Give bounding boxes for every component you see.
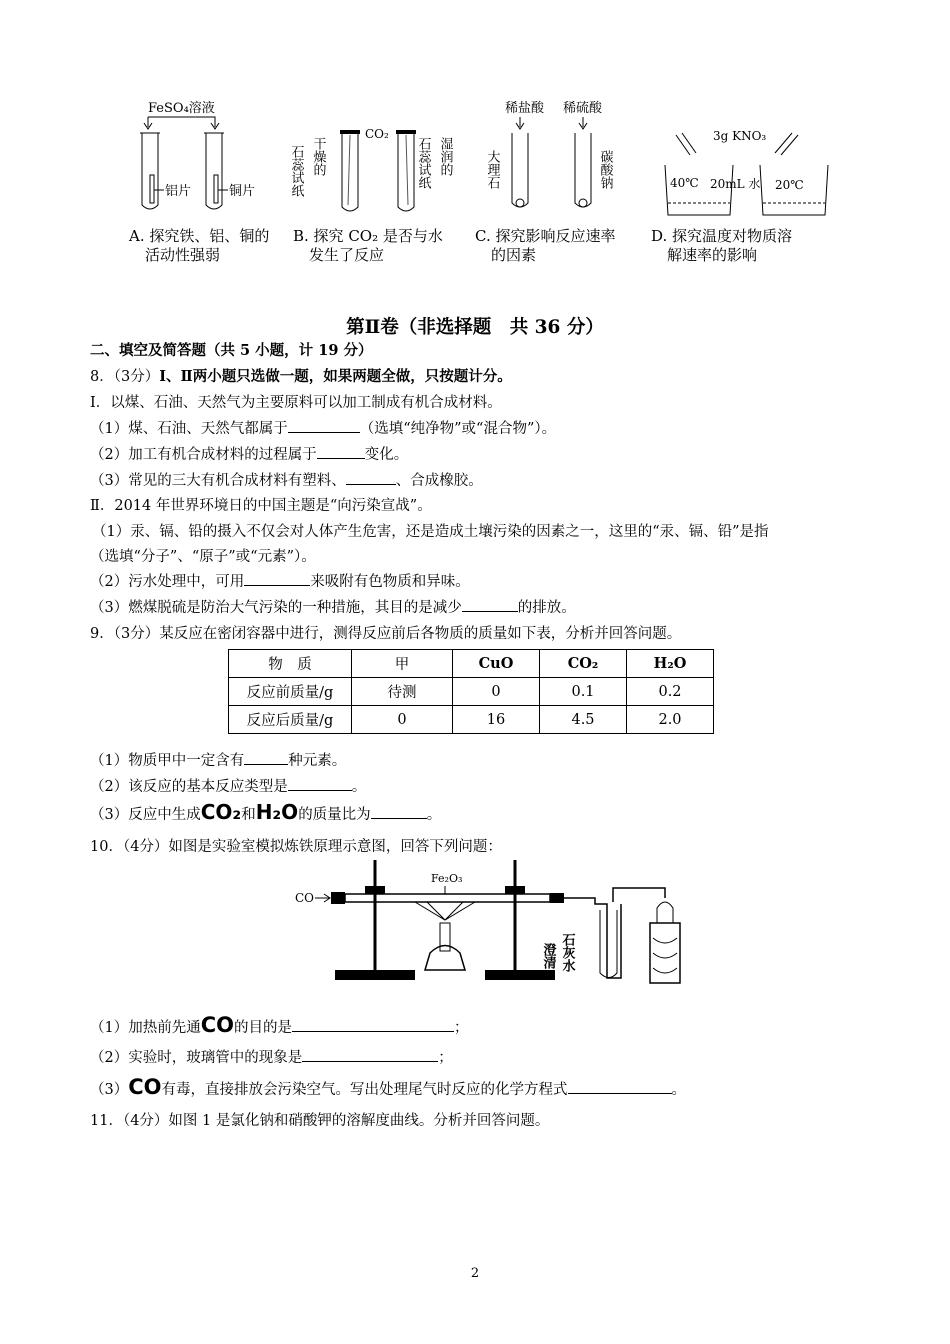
q8-I-3: （3）常见的三大有机合成材料有塑料、 、合成橡胶。 <box>90 469 483 490</box>
apparatus-fe2o3-label: Fe₂O₃ <box>431 872 463 885</box>
answer-blank[interactable] <box>317 444 365 459</box>
apparatus-label-1: 澄清 <box>540 943 556 969</box>
figure-a-caption-2: 活动性强弱 <box>145 246 221 264</box>
q10-s2: （2）实验时，玻璃管中的现象是 ； <box>90 1046 453 1067</box>
table-header-row <box>229 650 714 678</box>
answer-blank[interactable] <box>568 1079 672 1094</box>
figure-b-left2: 干燥的 <box>310 137 326 176</box>
table-header: H₂O <box>627 650 714 678</box>
q10-s1: （1）加热前先通CO的目的是 ； <box>90 1013 469 1037</box>
figure-b <box>289 127 454 211</box>
figure-b-left: 石蕊试纸 <box>288 145 304 197</box>
q10-s3: （3）CO有毒，直接排放会污染空气。写出处理尾气时反应的化学方程式 。 <box>90 1075 686 1099</box>
figure-d-solute: 3g KNO₃ <box>713 129 767 143</box>
figure-a-caption-1: A. 探究铁、铝、铜的 <box>129 227 270 245</box>
figure-c-acid2: 稀硫酸 <box>563 101 603 116</box>
table-row <box>229 706 714 734</box>
answer-blank[interactable] <box>462 597 518 612</box>
section-title: 第Ⅱ卷（非选择题 共 36 分） <box>346 317 604 338</box>
answer-blank[interactable] <box>288 776 352 791</box>
answer-blank[interactable] <box>302 1047 438 1062</box>
table-cell: 反应后质量/g <box>229 706 352 734</box>
table-cell: 待测 <box>352 678 453 706</box>
q9-s2: （2）该反应的基本反应类型是 。 <box>90 775 366 796</box>
mass-table <box>228 649 714 734</box>
answer-blank[interactable] <box>292 1017 454 1032</box>
figure-d-t1: 40℃ <box>670 176 699 190</box>
experiment-figures-top <box>120 95 840 225</box>
q8-I-intro: I．以煤、石油、天然气为主要原料可以加工制成有机合成材料。 <box>90 395 502 411</box>
q9-intro: 9．（3分）某反应在密闭容器中进行，测得反应前后各物质的质量如下表，分析并回答问题。 <box>90 626 682 642</box>
q8-II-intro: Ⅱ．2014 年世界环境日的中国主题是“向污染宣战”。 <box>90 498 432 514</box>
table-cell: 0.1 <box>540 678 627 706</box>
figure-c <box>485 100 614 207</box>
q11-intro: 11．（4分）如图 1 是氯化钠和硝酸钾的溶解度曲线。分析并回答问题。 <box>90 1113 550 1129</box>
figure-c-caption-2: 的因素 <box>491 246 537 264</box>
answer-blank[interactable] <box>288 418 360 433</box>
figure-a-right: 铜片 <box>229 184 256 199</box>
figure-c-left: 大理石 <box>484 150 500 189</box>
q8-II-1b: （选填“分子”、“原子”或“元素”）。 <box>90 549 316 565</box>
figure-b-right: 石蕊试纸 <box>415 137 431 189</box>
q8-intro: 8．（3分）Ⅰ、Ⅱ两小题只选做一题，如果两题全做，只按题计分。 <box>90 368 512 385</box>
section2-heading: 二、填空及简答题（共 5 小题，计 19 分） <box>90 342 373 359</box>
iron-smelting-apparatus <box>295 858 690 986</box>
table-cell: 16 <box>453 706 540 734</box>
figure-d-t2: 20℃ <box>775 178 804 192</box>
table-cell: 0 <box>453 678 540 706</box>
q9-s1: （1）物质甲中一定含有 种元素。 <box>90 749 346 770</box>
figure-d <box>665 129 828 215</box>
apparatus-co-label: CO <box>295 891 315 905</box>
answer-blank[interactable] <box>244 571 310 586</box>
figure-c-caption-1: C. 探究影响反应速率 <box>475 227 616 245</box>
figure-b-caption-2: 发生了反应 <box>309 246 385 264</box>
answer-blank[interactable] <box>371 804 427 819</box>
figure-a-left: 铝片 <box>165 184 192 199</box>
q8-II-2: （2）污水处理中，可用 来吸附有色物质和异味。 <box>90 570 470 591</box>
figure-c-right: 碳酸钠 <box>597 150 613 189</box>
table-row <box>229 678 714 706</box>
table-cell: 0.2 <box>627 678 714 706</box>
figure-d-caption-2: 解速率的影响 <box>667 246 758 264</box>
q8-I-2: （2）加工有机合成材料的过程属于 变化。 <box>90 443 408 464</box>
table-header: 物 质 <box>229 650 352 678</box>
page-number: 2 <box>470 1266 480 1281</box>
apparatus-label-2: 石灰水 <box>559 933 575 972</box>
q8-I-1: （1）煤、石油、天然气都属于 （选填“纯净物”或“混合物”）。 <box>90 417 556 438</box>
figure-b-gas: CO₂ <box>365 127 389 141</box>
q9-s3: （3）反应中生成CO₂和H₂O的质量比为 。 <box>90 800 442 824</box>
q10-intro: 10．（4分）如图是实验室模拟炼铁原理示意图，回答下列问题： <box>90 839 502 855</box>
table-cell: 4.5 <box>540 706 627 734</box>
table-cell: 0 <box>352 706 453 734</box>
figure-b-caption-1: B. 探究 CO₂ 是否与水 <box>293 227 443 245</box>
table-header: CO₂ <box>540 650 627 678</box>
table-header: CuO <box>453 650 540 678</box>
answer-blank[interactable] <box>244 750 288 765</box>
table-header: 甲 <box>352 650 453 678</box>
figure-d-caption-1: D. 探究温度对物质溶 <box>651 227 793 245</box>
answer-blank[interactable] <box>346 470 396 485</box>
figure-a-reagent: FeSO₄溶液 <box>148 101 215 116</box>
figure-d-water: 20mL 水 <box>710 177 761 191</box>
figure-a <box>140 100 255 209</box>
table-cell: 2.0 <box>627 706 714 734</box>
figure-c-acid1: 稀盐酸 <box>505 101 545 116</box>
q8-II-1a: （1）汞、镉、铅的摄入不仅会对人体产生危害，还是造成土壤污染的因素之一，这里的“汞、镉、铅”是指 <box>92 524 769 540</box>
table-cell: 反应前质量/g <box>229 678 352 706</box>
q8-II-3: （3）燃煤脱硫是防治大气污染的一种措施，其目的是减少 的排放。 <box>90 596 576 617</box>
figure-b-right2: 湿润的 <box>437 137 453 176</box>
